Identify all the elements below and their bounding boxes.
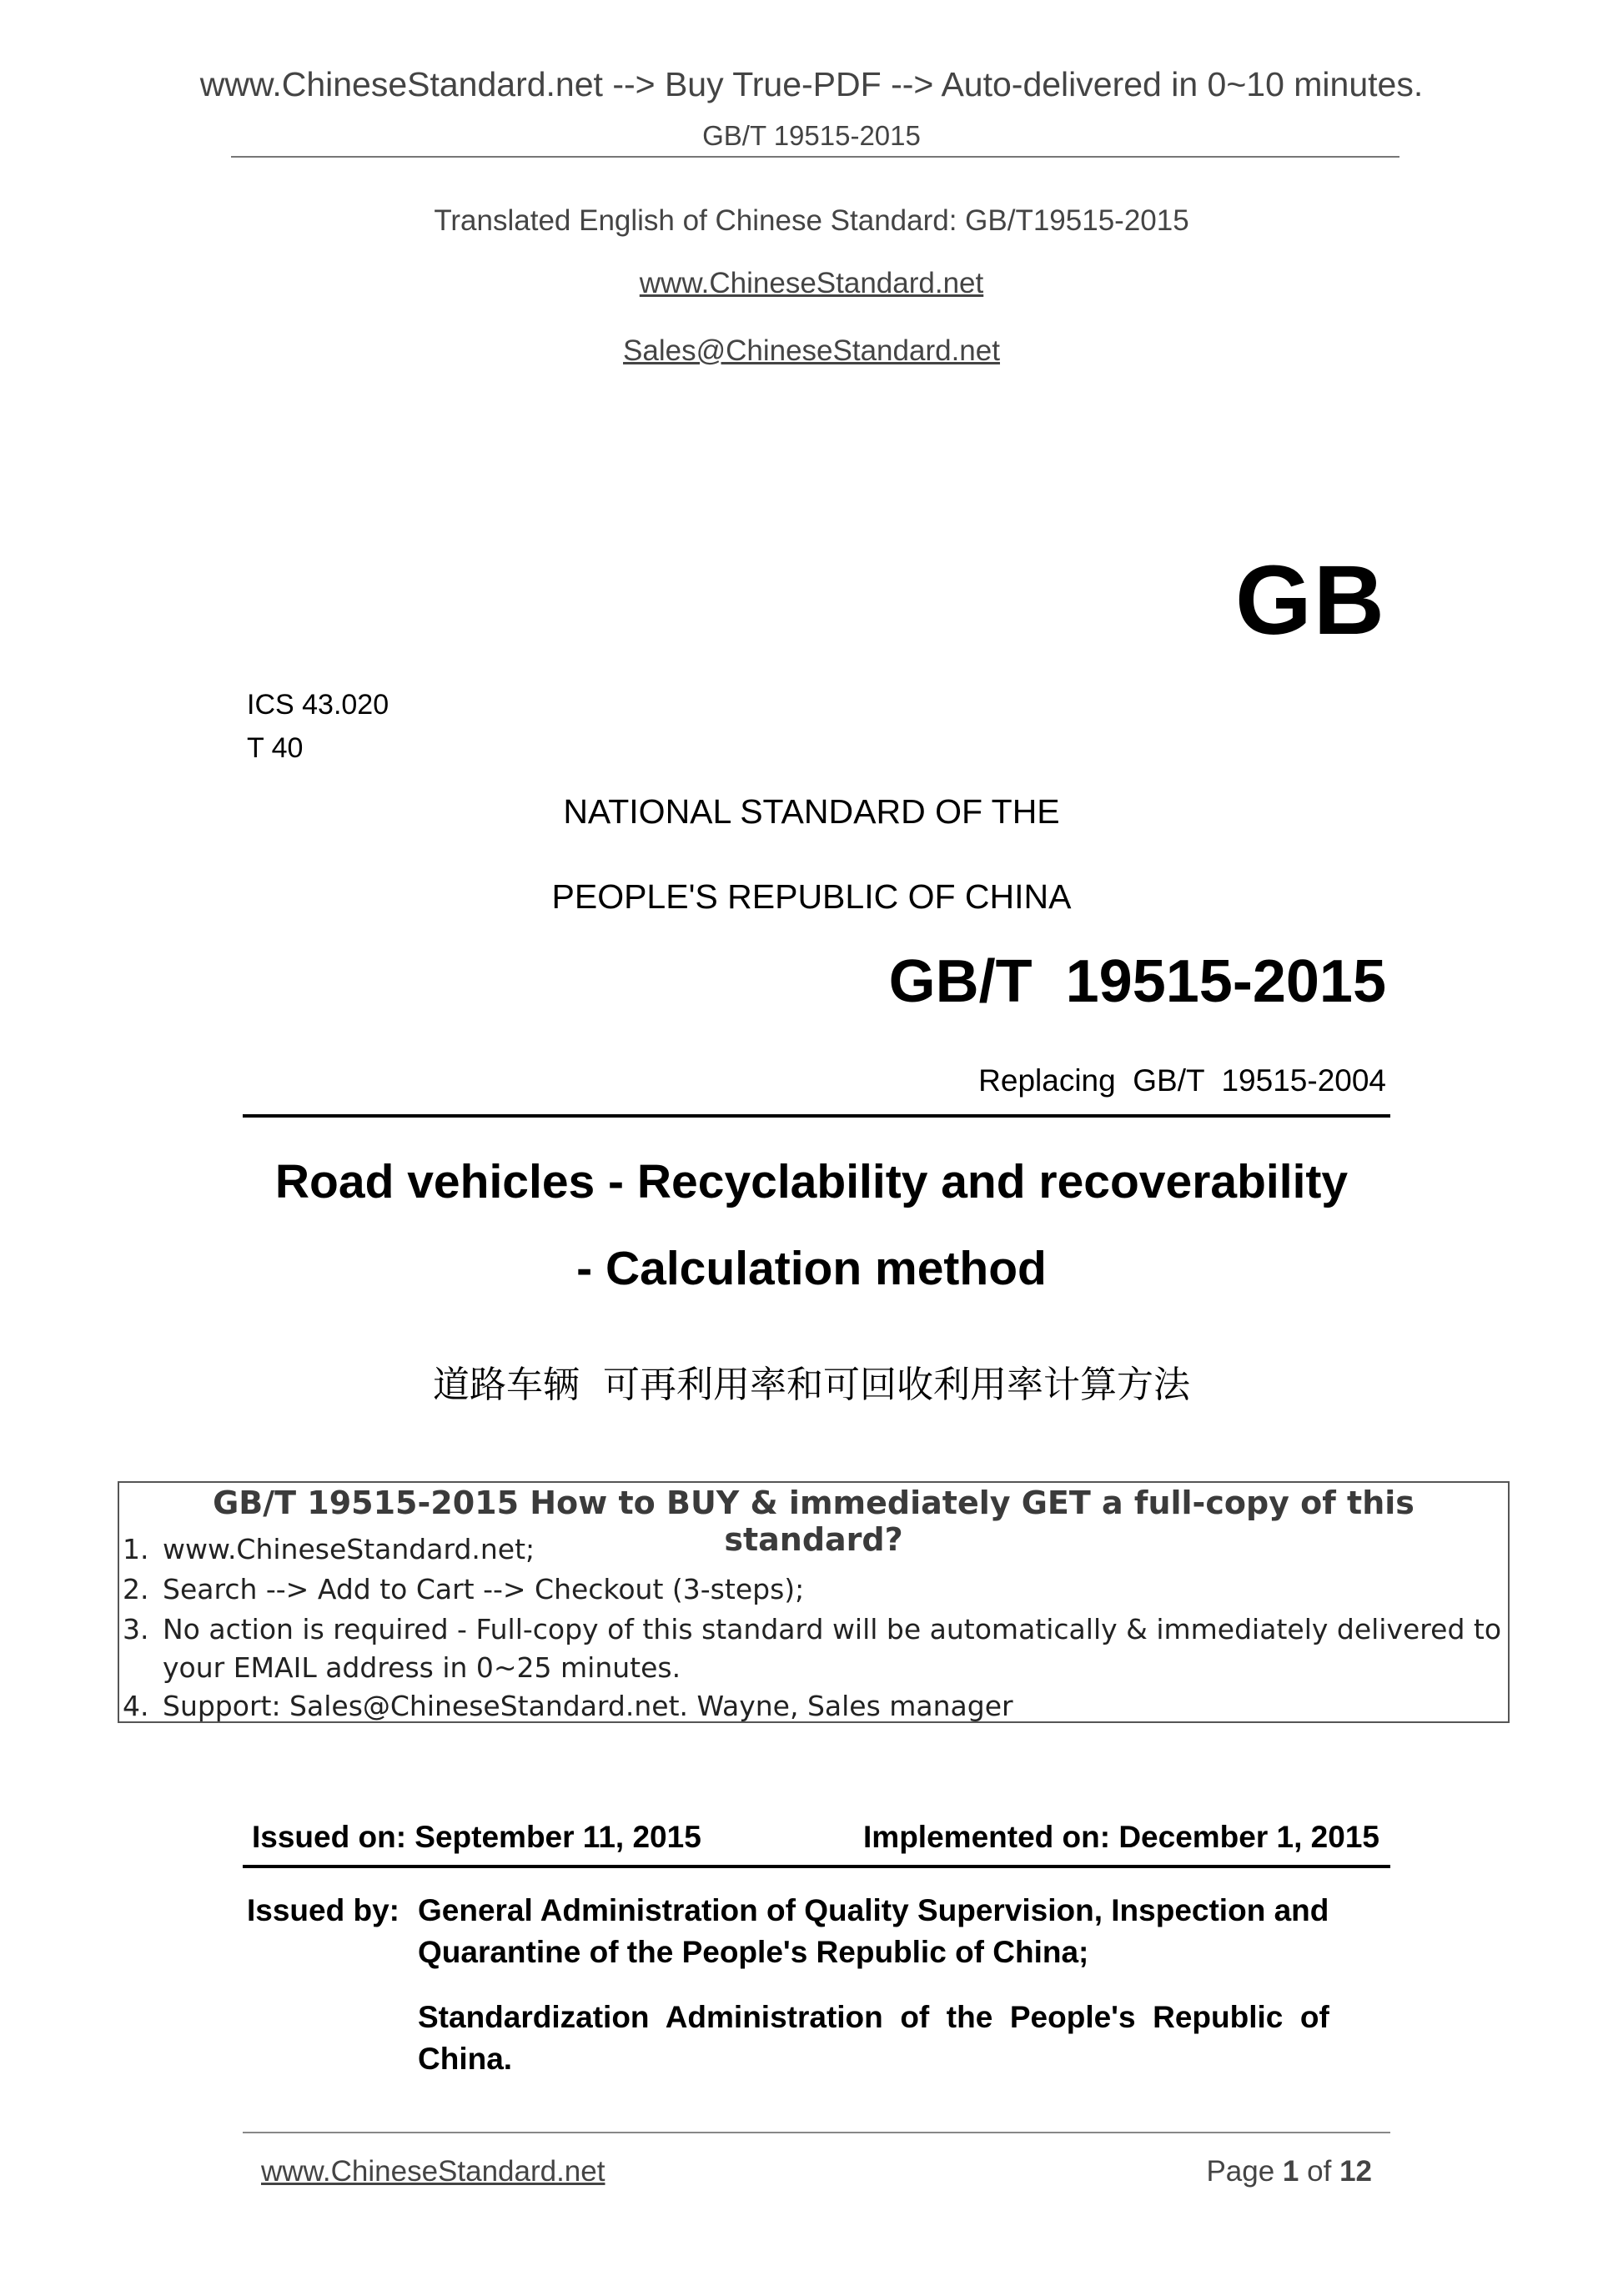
issuer-line-3: Standardization Administration of the People's Republic of (418, 2000, 1329, 2034)
dates-divider (243, 1865, 1390, 1868)
standard-number: GB/T 19515-2015 (888, 948, 1386, 1015)
replacing-line: Replacing GB/T 19515-2004 (978, 1063, 1386, 1098)
buy-item-4-text: Support: Sales@ChineseStandard.net. Wayne, Sales manager (163, 1690, 1013, 1722)
header-divider (231, 156, 1399, 158)
issued-on: Issued on: September 11, 2015 (252, 1820, 701, 1854)
footer-website-link[interactable]: www.ChineseStandard.net (261, 2155, 605, 2188)
issuer-line-2: Quarantine of the People's Republic of China; (418, 1935, 1089, 1969)
title-divider (243, 1114, 1390, 1118)
header-code: GB/T 19515-2015 (702, 120, 921, 151)
implemented-on: Implemented on: December 1, 2015 (863, 1820, 1379, 1854)
buy-item-2-text: Search --> Add to Cart --> Checkout (3-steps); (163, 1573, 805, 1605)
page-total: 12 (1339, 2155, 1372, 2188)
buy-info-box (118, 1481, 1510, 1723)
footer-divider (243, 2132, 1390, 2133)
website-link[interactable]: www.ChineseStandard.net (639, 267, 984, 299)
buy-item-4: 4. Support: Sales@ChineseStandard.net. Wayne, Sales manager (123, 1690, 1013, 1722)
buy-item-3: 3. No action is required - Full-copy of this standard will be automatically & immediately delivered to (123, 1613, 1502, 1645)
gb-mark: GB (1235, 545, 1386, 656)
buy-box-title: GB/T 19515-2015 How to BUY & immediately GET a full-copy of this standard? (213, 1485, 1414, 1558)
buy-item-1: 1. www.ChineseStandard.net; (123, 1533, 535, 1565)
chinese-title: 道路车辆 可再利用率和可回收利用率计算方法 (433, 1364, 1190, 1406)
issued-by-label: Issued by: (247, 1893, 399, 1927)
email-link[interactable]: Sales@ChineseStandard.net (623, 334, 1000, 367)
of-label: of (1307, 2155, 1332, 2188)
national-line-2: PEOPLE'S REPUBLIC OF CHINA (551, 877, 1072, 916)
issuer-line-1: General Administration of Quality Supervision, Inspection and (418, 1893, 1329, 1927)
title-line-1: Road vehicles - Recyclability and recoverability (274, 1155, 1349, 1208)
issuer-line-4: China. (418, 2042, 513, 2076)
page-number: 1 (1282, 2155, 1299, 2188)
header-tagline: www.ChineseStandard.net --> Buy True-PDF --> Auto-delivered in 0~10 minutes. (199, 65, 1424, 103)
buy-item-3-text: No action is required - Full-copy of this standard will be automatically & immediately delivered to (163, 1613, 1502, 1645)
buy-item-3-cont (123, 1651, 681, 1684)
title-line-2: - Calculation method (576, 1242, 1047, 1295)
national-line-1: NATIONAL STANDARD OF THE (563, 792, 1060, 831)
buy-item-1-link[interactable]: www.ChineseStandard.net; (163, 1533, 535, 1565)
page-label: Page (1206, 2155, 1275, 2188)
page-indicator (1206, 2155, 1372, 2188)
t-code: T 40 (247, 732, 304, 764)
translated-line: Translated English of Chinese Standard: GB/T19515-2015 (434, 204, 1189, 237)
buy-item-2: 2. Search --> Add to Cart --> Checkout (3-steps); (123, 1573, 805, 1605)
buy-item-3-cont-text: your EMAIL address in 0~25 minutes. (163, 1651, 681, 1684)
ics-code: ICS 43.020 (247, 689, 389, 721)
